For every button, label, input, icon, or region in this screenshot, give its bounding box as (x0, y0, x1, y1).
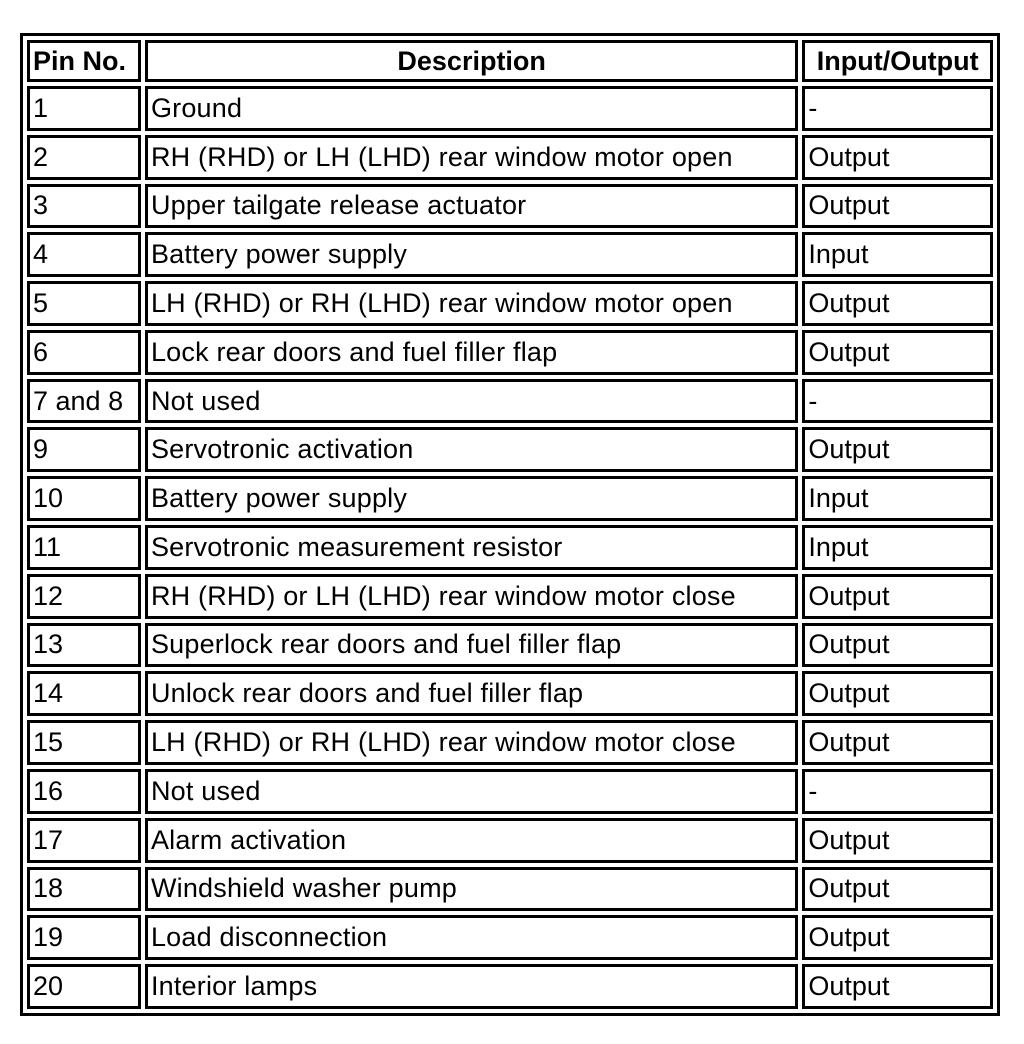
table-row (27, 476, 993, 521)
pin-number: 14 (27, 671, 141, 716)
table-row (27, 525, 993, 570)
pin-io: Output (802, 915, 993, 960)
pin-description: Lock rear doors and fuel filler flap (145, 330, 798, 375)
pin-number: 4 (27, 232, 141, 277)
pin-io: Output (802, 818, 993, 863)
pin-io: Input (802, 232, 993, 277)
pin-description: Alarm activation (145, 818, 798, 863)
pin-description: RH (RHD) or LH (LHD) rear window motor close (145, 574, 798, 619)
pin-description: Unlock rear doors and fuel filler flap (145, 671, 798, 716)
table-row (27, 915, 993, 960)
table-header-row (27, 40, 993, 82)
pin-description: Not used (145, 769, 798, 814)
pin-io: Output (802, 135, 993, 180)
pin-io: Output (802, 623, 993, 668)
table-row (27, 867, 993, 912)
pin-description: Ground (145, 86, 798, 131)
pin-description: Battery power supply (145, 476, 798, 521)
pin-number: 1 (27, 86, 141, 131)
pin-number: 2 (27, 135, 141, 180)
pin-io: - (802, 379, 993, 424)
pin-description: Not used (145, 379, 798, 424)
pin-io: Output (802, 964, 993, 1009)
table-row (27, 232, 993, 277)
table-row (27, 671, 993, 716)
pin-description: RH (RHD) or LH (LHD) rear window motor open (145, 135, 798, 180)
pin-description: Battery power supply (145, 232, 798, 277)
pin-number: 6 (27, 330, 141, 375)
header-input-output: Input/Output (802, 40, 993, 82)
pin-io: Output (802, 330, 993, 375)
pin-io: Output (802, 671, 993, 716)
pin-number: 9 (27, 427, 141, 472)
table-row (27, 769, 993, 814)
pin-number: 15 (27, 720, 141, 765)
pin-number: 11 (27, 525, 141, 570)
pin-io: Output (802, 427, 993, 472)
pin-number: 18 (27, 867, 141, 912)
table-row (27, 623, 993, 668)
pin-table (23, 36, 997, 1013)
pin-number: 7 and 8 (27, 379, 141, 424)
pin-io: Output (802, 281, 993, 326)
table-row (27, 330, 993, 375)
pin-number: 19 (27, 915, 141, 960)
table-row (27, 818, 993, 863)
pin-description: Servotronic activation (145, 427, 798, 472)
pin-number: 16 (27, 769, 141, 814)
table-row (27, 574, 993, 619)
pin-table-frame (20, 33, 1000, 1016)
table-row (27, 184, 993, 229)
pin-description: Servotronic measurement resistor (145, 525, 798, 570)
pin-io: Output (802, 574, 993, 619)
pin-io: - (802, 769, 993, 814)
table-row (27, 720, 993, 765)
header-pin-no: Pin No. (27, 40, 141, 82)
pin-description: Superlock rear doors and fuel filler flap (145, 623, 798, 668)
pin-number: 20 (27, 964, 141, 1009)
pin-io: - (802, 86, 993, 131)
pin-number: 17 (27, 818, 141, 863)
pin-description: Upper tailgate release actuator (145, 184, 798, 229)
table-row (27, 379, 993, 424)
table-row (27, 427, 993, 472)
pin-number: 10 (27, 476, 141, 521)
table-row (27, 964, 993, 1009)
pin-number: 3 (27, 184, 141, 229)
pin-description: LH (RHD) or RH (LHD) rear window motor open (145, 281, 798, 326)
table-row (27, 281, 993, 326)
pin-io: Input (802, 525, 993, 570)
table-row (27, 135, 993, 180)
pin-number: 12 (27, 574, 141, 619)
pin-description: Load disconnection (145, 915, 798, 960)
pin-description: Interior lamps (145, 964, 798, 1009)
pin-io: Output (802, 184, 993, 229)
table-row (27, 86, 993, 131)
header-description: Description (145, 40, 798, 82)
pin-io: Output (802, 867, 993, 912)
pin-io: Input (802, 476, 993, 521)
pin-number: 13 (27, 623, 141, 668)
pin-description: LH (RHD) or RH (LHD) rear window motor close (145, 720, 798, 765)
pin-io: Output (802, 720, 993, 765)
pin-number: 5 (27, 281, 141, 326)
pin-description: Windshield washer pump (145, 867, 798, 912)
